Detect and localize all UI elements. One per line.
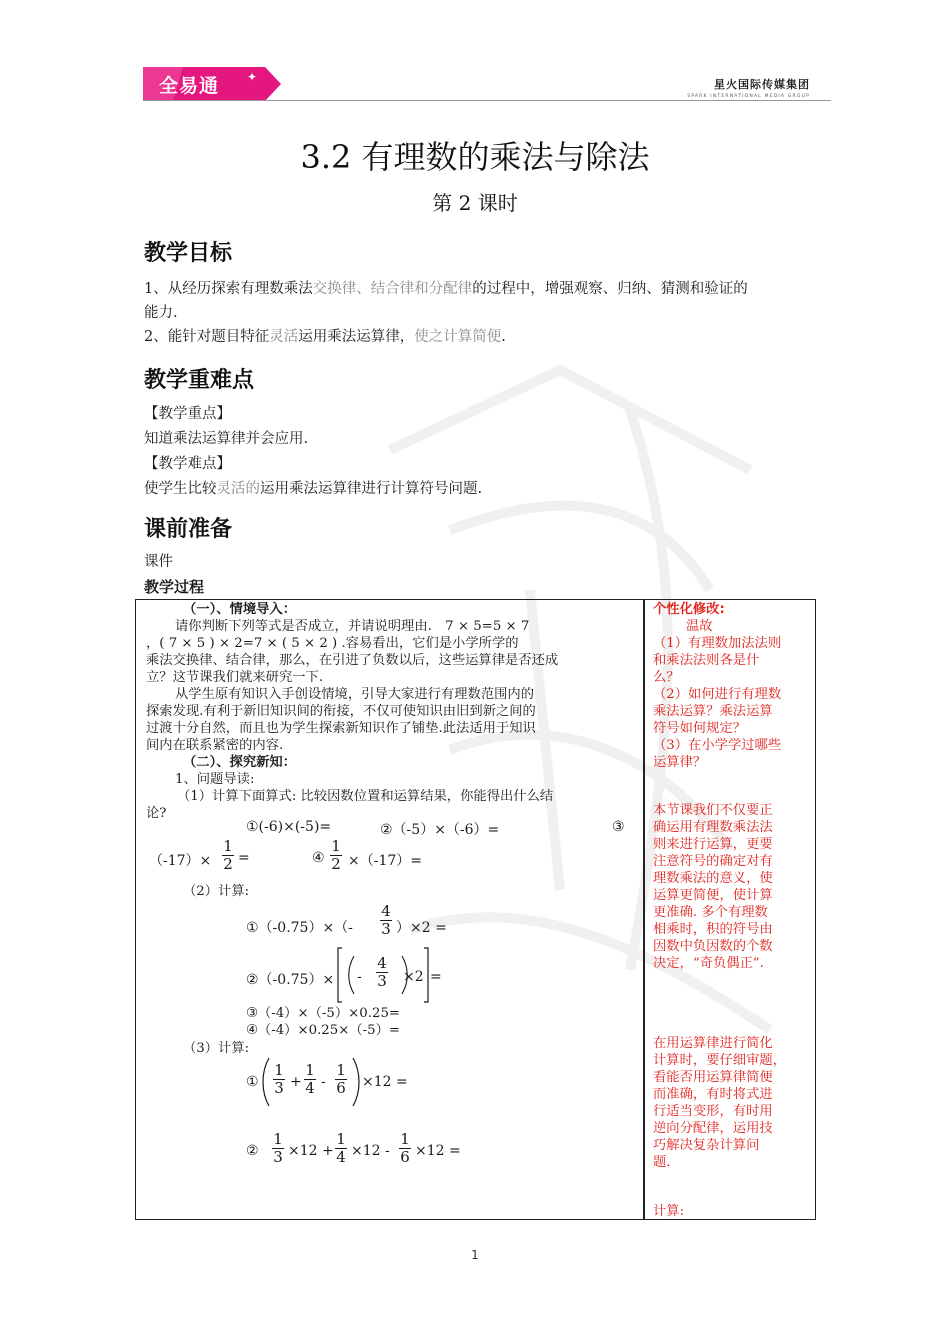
q1-expr-3-num: ③ — [612, 819, 625, 835]
fraction-denominator: 6 — [336, 1079, 346, 1097]
key-label: 【教学重点】 — [144, 406, 231, 422]
intro-line-8: 间内在联系紧密的内容. — [146, 738, 284, 753]
note-line: 因数中负因数的个数 — [653, 939, 773, 954]
q2-expr-2a: ②（-0.75）× — [246, 972, 335, 988]
review-line: 乘法运算？乘法运算 — [653, 704, 773, 719]
q1-expr-3: （-17）× — [149, 853, 212, 869]
q2-expr-2-minus: - — [357, 969, 362, 985]
intro-line-3: 乘法交换律、结合律，那么，在引进了负数以后，这些运算律是否还成 — [146, 653, 559, 668]
note-line: 注意符号的确定对有 — [653, 854, 773, 869]
question-3-label: （3）计算: — [183, 1041, 250, 1056]
review-line: 么？ — [653, 670, 680, 685]
op-plus: + — [290, 1074, 302, 1090]
fraction-numerator: 1 — [400, 1130, 410, 1148]
review-line: （3）在小学学过哪些 — [653, 738, 782, 753]
q2-expr-2-times: ×2 — [403, 969, 424, 985]
q1-expr-3-eq: = — [238, 850, 250, 866]
q3-expr-1-num: ① — [246, 1074, 259, 1090]
q2-expr-3: ③（-4）×（-5）×0.25= — [246, 1006, 401, 1021]
goal-1-text: 1、从经历探索有理数乘法 — [144, 281, 313, 297]
q1-expr-4: ×（-17）= — [348, 853, 423, 869]
fraction-denominator: 3 — [274, 1079, 284, 1097]
fraction-numerator: 1 — [336, 1130, 346, 1148]
note-line: 题. — [653, 1155, 671, 1170]
fraction-denominator: 3 — [377, 972, 387, 990]
q2-expr-2-eq: = — [430, 969, 442, 985]
fraction-one-fourth — [302, 1062, 318, 1097]
fraction-denominator: 4 — [336, 1148, 346, 1166]
note-line: 看能否用运算律简便 — [653, 1070, 773, 1085]
note-paragraph-1 — [653, 802, 773, 972]
fraction-denominator: 4 — [305, 1079, 315, 1097]
fraction-numerator: 1 — [274, 1061, 284, 1079]
goal-1-text-2: 的过程中，增强观察、归纳、猜测和验证的 — [472, 281, 748, 297]
fraction-numerator: 4 — [381, 902, 391, 920]
q1-expr-4-num: ④ — [312, 850, 325, 866]
section-1-heading: （一）、情境导入： — [183, 602, 297, 617]
note-line: 巧解决复杂计算问 — [653, 1138, 760, 1153]
question-2-label: （2）计算: — [183, 884, 250, 899]
fraction-one-half — [220, 838, 236, 873]
publisher-name: 星火国际传媒集团 — [714, 78, 810, 91]
fraction-numerator: 4 — [377, 954, 387, 972]
q1-expr-2: ②（-5）×（-6）= — [380, 822, 500, 838]
fraction-one-half-2 — [328, 838, 344, 873]
review-label: 温故 — [686, 619, 713, 634]
note-line: 理数乘法的意义，使 — [653, 871, 773, 886]
q3-expr-2-t3: ×12 = — [415, 1143, 461, 1159]
key-text: 知道乘法运算律并会应用. — [144, 431, 309, 447]
fraction-numerator: 1 — [223, 837, 233, 855]
note-line: 确运用有理数乘法法 — [653, 820, 773, 835]
fraction-one-third-2 — [270, 1131, 286, 1166]
note-line: 计算时，要仔细审题， — [653, 1053, 786, 1068]
fraction-numerator: 1 — [331, 837, 341, 855]
intro-line-7: 过渡十分自然，而且也为学生探索新知识作了铺垫.此法适用于知识 — [146, 721, 536, 736]
difficulty-text — [144, 477, 482, 501]
section-2-heading: （二）、探究新知： — [183, 755, 297, 770]
lesson-subtitle: 第 2 课时 — [432, 191, 518, 215]
fraction-numerator: 1 — [305, 1061, 315, 1079]
publisher-name-en: SPARK INTERNATIONAL MEDIA GROUP — [687, 94, 810, 99]
review-line: （2）如何进行有理数 — [653, 687, 782, 702]
question-guide-label: 1、问题导读: — [175, 772, 255, 787]
review-line: 运算律？ — [653, 755, 707, 770]
brand-logo — [143, 67, 283, 101]
q3-expr-2-num: ② — [246, 1143, 259, 1159]
op-minus: - — [321, 1074, 326, 1090]
note-line: 则来进行运算，更要 — [653, 837, 773, 852]
fraction-four-thirds-2 — [374, 955, 390, 990]
q1-expr-1: ①(-6)×(-5)= — [246, 819, 332, 835]
process-heading: 教学过程 — [144, 578, 205, 596]
fraction-denominator: 6 — [400, 1148, 410, 1166]
note-line: 而准确，有时将式进 — [653, 1087, 773, 1102]
review-line: 和乘法法则各是什 — [653, 653, 760, 668]
goal-2-text-2: 运用乘法运算律， — [298, 329, 415, 345]
page-number: 1 — [471, 1248, 479, 1262]
note-line: 相乘时，积的符号由 — [653, 922, 773, 937]
keypoints-heading: 教学重难点 — [144, 368, 255, 393]
q3-expr-1-tail: ×12 = — [362, 1074, 408, 1090]
goal-1 — [144, 277, 748, 301]
page-title: 3.2 有理数的乘法与除法 — [300, 138, 650, 176]
question-1-line-1: （1）计算下面算式: 比较因数位置和运算结果，你能得出什么结 — [177, 789, 554, 804]
fraction-four-thirds — [378, 903, 394, 938]
intro-line-1: 请你判断下列等式是否成立，并请说明理由. 7 × 5=5 × 7 — [175, 619, 530, 634]
logo-text: 全易通 — [159, 75, 220, 97]
note-line: 在用运算律进行简化 — [653, 1036, 773, 1051]
fraction-numerator: 1 — [273, 1130, 283, 1148]
q2-expr-1b: ）×2 = — [396, 920, 447, 936]
difficulty-highlight: 灵活的 — [216, 481, 260, 497]
note-calc: 计算: — [653, 1204, 685, 1219]
difficulty-text-2: 运用乘法运算律进行计算符号问题. — [260, 481, 483, 497]
intro-line-5: 从学生原有知识入手创设情境，引导大家进行有理数范围内的 — [175, 687, 535, 702]
goals-heading: 教学目标 — [144, 241, 233, 266]
goal-2-period: . — [501, 329, 506, 345]
fraction-denominator: 3 — [381, 920, 391, 938]
fraction-one-sixth — [333, 1062, 349, 1097]
fraction-denominator: 2 — [223, 855, 233, 873]
intro-line-4: 立？这节课我们就来研究一下. — [146, 670, 324, 685]
note-line: 决定，“奇负偶正”. — [653, 956, 764, 971]
publisher-logo — [687, 76, 810, 99]
difficulty-label: 【教学难点】 — [144, 456, 231, 472]
note-paragraph-2 — [653, 1035, 786, 1171]
intro-line-2: ，( 7 × 5 ) × 2=7 × ( 5 × 2 ) .容易看出，它们是小学所学的 — [146, 636, 519, 651]
header-rule — [143, 100, 831, 101]
fraction-denominator: 2 — [331, 855, 341, 873]
personalize-heading: 个性化修改: — [653, 602, 725, 617]
goal-2-highlight: 灵活 — [269, 329, 299, 345]
goal-2-text: 2、能针对题目特征 — [144, 329, 270, 345]
question-1-line-2: 论? — [146, 806, 167, 821]
prep-heading: 课前准备 — [144, 517, 233, 542]
intro-line-6: 探索发现.有利于新旧知识间的衔接，不仅可使知识由旧到新之间的 — [146, 704, 536, 719]
q3-expr-2-t2: ×12 - — [351, 1143, 390, 1159]
review-line: （1）有理数加法法则 — [653, 636, 782, 651]
fraction-denominator: 3 — [273, 1148, 283, 1166]
fraction-one-sixth-2 — [397, 1131, 413, 1166]
goal-1-cont: 能力. — [144, 305, 178, 321]
q2-expr-4: ④（-4）×0.25×（-5）= — [246, 1023, 401, 1038]
goal-1-highlight: 交换律、结合律和分配律 — [312, 281, 473, 297]
difficulty-text-1: 使学生比较 — [144, 481, 217, 497]
review-line: 符号如何规定？ — [653, 721, 747, 736]
table-divider — [643, 599, 645, 1220]
note-line: 本节课我们不仅要正 — [653, 803, 773, 818]
sparkle-icon: ✦ — [247, 70, 258, 84]
note-line: 逆向分配律，运用技 — [653, 1121, 773, 1136]
goal-2-highlight-2: 使之计算简便 — [414, 329, 502, 345]
fraction-numerator: 1 — [336, 1061, 346, 1079]
note-line: 运算更简便，使计算 — [653, 888, 773, 903]
q2-expr-1a: ①（-0.75）×（- — [246, 920, 353, 936]
q3-expr-2-t1: ×12 + — [288, 1143, 334, 1159]
note-line: 行适当变形，有时用 — [653, 1104, 773, 1119]
fraction-one-fourth-2 — [333, 1131, 349, 1166]
fraction-one-third — [271, 1062, 287, 1097]
note-line: 更准确. 多个有理数 — [653, 905, 768, 920]
goal-2 — [144, 325, 506, 349]
prep-text: 课件 — [144, 554, 173, 570]
